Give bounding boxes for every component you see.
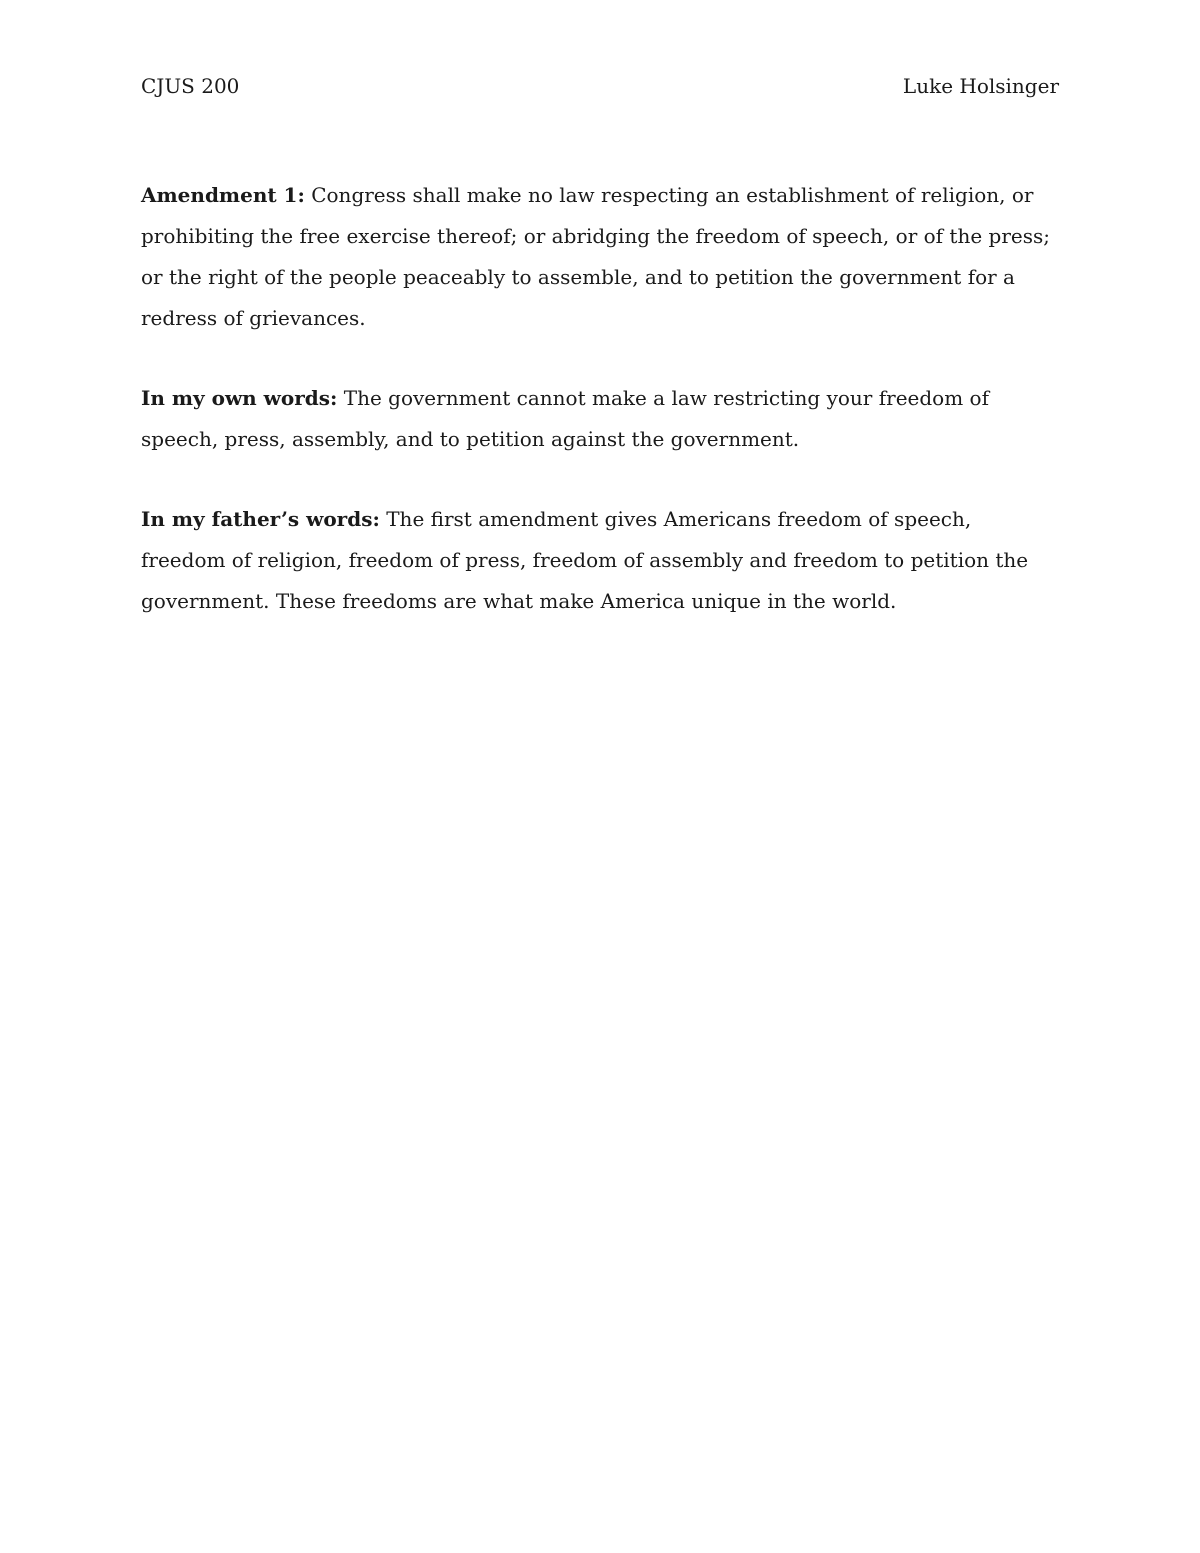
page-header <box>141 72 1059 100</box>
own-words-label: In my own words: <box>141 386 338 410</box>
amendment-paragraph <box>141 175 1059 339</box>
fathers-words-paragraph <box>141 499 1059 622</box>
document-body <box>141 175 1059 661</box>
fathers-words-label: In my father’s words: <box>141 507 380 531</box>
course-code: CJUS 200 <box>141 74 240 98</box>
amendment-label: Amendment 1: <box>141 183 305 207</box>
author-name: Luke Holsinger <box>902 74 1059 98</box>
amendment-text: Congress shall make no law respecting an establishment of religion, or prohibiting the free exercise thereof; or abridging the freedom of speech, or of the press; or the right of the people peaceably to assemble, and to petition the government for a redress of grievances. <box>141 183 1050 330</box>
own-words-text: The government cannot make a law restricting your freedom of speech, press, assembly, and to petition against the government. <box>141 386 989 451</box>
fathers-words-text: The first amendment gives Americans freedom of speech, freedom of religion, freedom of press, freedom of assembly and freedom to petition the government. These freedoms are what make America unique in the world. <box>141 507 1029 613</box>
own-words-paragraph <box>141 378 1059 460</box>
